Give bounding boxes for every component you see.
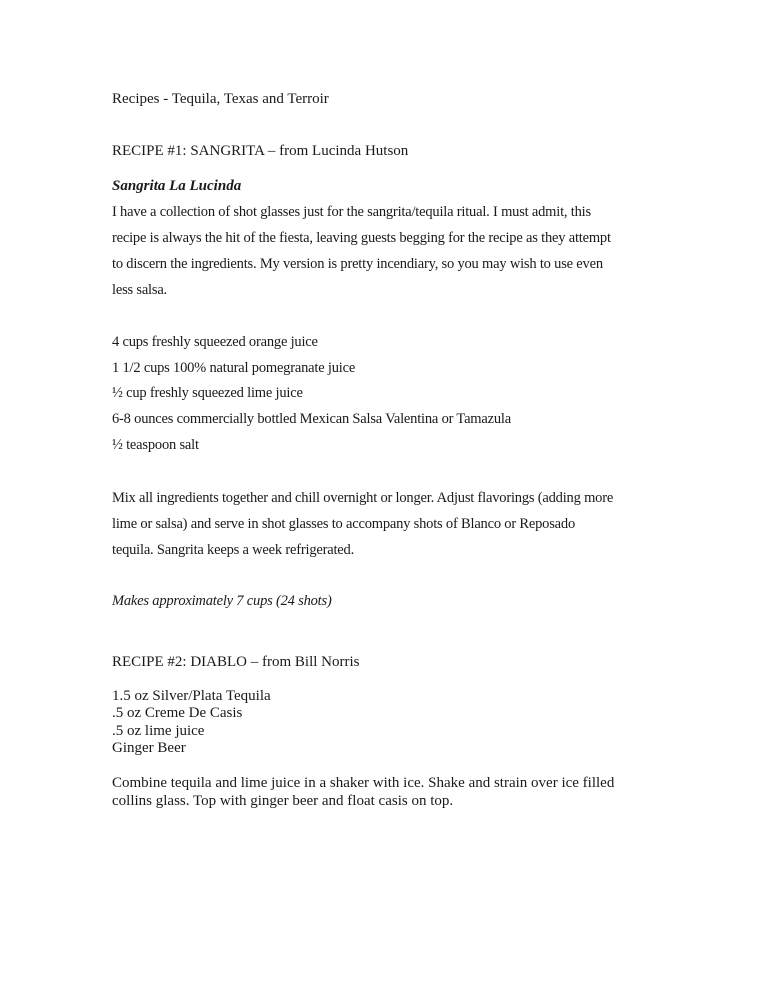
recipe-1-ingredient: 1 1/2 cups 100% natural pomegranate juice bbox=[112, 360, 356, 376]
recipe-1-intro-line: recipe is always the hit of the fiesta, leaving guests begging for the recipe as they attempt bbox=[112, 230, 611, 246]
recipe-2-direction-line: collins glass. Top with ginger beer and float casis on top. bbox=[112, 793, 454, 809]
recipe-1-direction-line: Mix all ingredients together and chill overnight or longer. Adjust flavorings (adding more bbox=[112, 490, 614, 506]
recipe-1-ingredient: 6-8 ounces commercially bottled Mexican Salsa Valentina or Tamazula bbox=[112, 411, 511, 427]
recipe-2-ingredient: .5 oz lime juice bbox=[112, 723, 205, 739]
recipe-1-ingredient: ½ teaspoon salt bbox=[112, 437, 199, 453]
recipe-1-intro-line: less salsa. bbox=[112, 282, 167, 298]
recipe-1-ingredient: ½ cup freshly squeezed lime juice bbox=[112, 385, 303, 401]
recipe-1-intro-line: to discern the ingredients. My version is pretty incendiary, so you may wish to use even bbox=[112, 256, 603, 272]
recipe-2-ingredient: .5 oz Creme De Casis bbox=[112, 705, 243, 721]
recipe-2-heading: RECIPE #2: DIABLO – from Bill Norris bbox=[112, 654, 360, 670]
recipe-2-direction-line: Combine tequila and lime juice in a shaker with ice. Shake and strain over ice filled bbox=[112, 775, 615, 791]
recipe-2-ingredient: 1.5 oz Silver/Plata Tequila bbox=[112, 688, 271, 704]
recipe-2-ingredient: Ginger Beer bbox=[112, 740, 186, 756]
recipe-1-ingredient: 4 cups freshly squeezed orange juice bbox=[112, 334, 318, 350]
recipe-1-subtitle: Sangrita La Lucinda bbox=[112, 178, 242, 194]
recipe-1-direction-line: tequila. Sangrita keeps a week refrigerated. bbox=[112, 542, 355, 558]
recipe-1-intro-line: I have a collection of shot glasses just for the sangrita/tequila ritual. I must admit, this bbox=[112, 204, 591, 220]
recipe-1-yield: Makes approximately 7 cups (24 shots) bbox=[112, 593, 332, 609]
recipe-1-direction-line: lime or salsa) and serve in shot glasses to accompany shots of Blanco or Reposado bbox=[112, 516, 576, 532]
recipe-1-heading: RECIPE #1: SANGRITA – from Lucinda Hutson bbox=[112, 143, 409, 159]
document-header: Recipes - Tequila, Texas and Terroir bbox=[112, 91, 329, 107]
